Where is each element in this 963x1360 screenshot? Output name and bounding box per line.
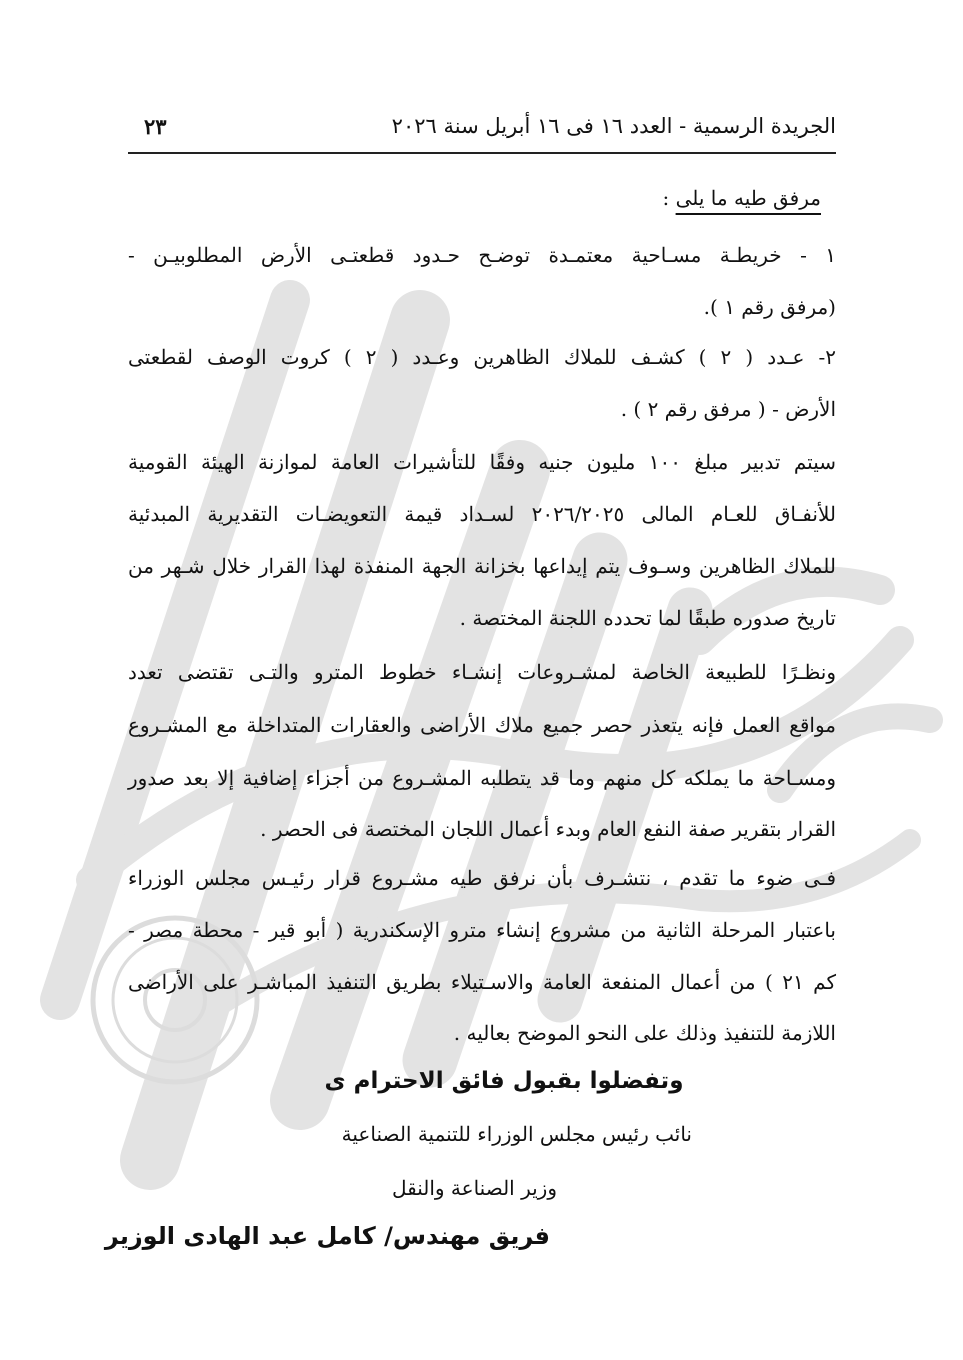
watermark-stroke [60, 300, 290, 1000]
signatory-title-line-2: وزير الصناعة والنقل [391, 1176, 557, 1200]
page-header [128, 108, 836, 154]
paragraph-line: ونظـرًا للطبيعة الخاصة لمشـروعات إنشـاء خطوط المترو والتـى تقتضى تعدد [128, 660, 836, 684]
attachment-item-1-line-2: (مرفق رقم ١ ). [703, 295, 836, 319]
closing-salutation-text: وتفضلوا بقبول فائق الاحترام [345, 1068, 684, 1094]
gazette-header-title: الجريدة الرسمية - العدد ١٦ فى ١٦ أبريل سنة ٢٠٢٦ [391, 114, 836, 138]
paragraph-line: للملاك الظاهرين وسـوف يتم إيداعها بخزانة الجهة المنفذة لهذا القرار خلال شـهر من [128, 554, 836, 578]
closing-mark: ى [324, 1068, 346, 1094]
closing-salutation [300, 1068, 708, 1094]
paragraph-line: فـى ضوء ما تقدم ، نتشـرف بأن نرفق طيه مشـروع قرار رئيـس مجلس الوزراء [128, 866, 837, 890]
attachment-item-2-line-1: ٢- عـدد ( ٢ ) كشـف للملاك الظاهرين وعـدد ( ٢ ) كروت الوصف لقطعتى [128, 345, 836, 369]
paragraph-line: اللازمة للتنفيذ وذلك على النحو الموضح بعاليه . [453, 1021, 836, 1045]
paragraph-line: سيتم تدبير مبلغ ١٠٠ مليون جنيه وفقًا للتأشيرات العامة لموازنة الهيئة القومية [128, 450, 836, 474]
attachment-item-1-line-1: ١ - خريطـة مسـاحية معتمـدة توضـح حـدود قطعتـى الأرض المطلوبيـن - [128, 243, 836, 267]
page-number: ٢٣ [144, 114, 167, 139]
attachment-item-2-line-2: الأرض - ( مرفق رقم ٢ ) . [620, 397, 836, 421]
signatory-name: فريق مهندس/ كامل عبد الهادى الوزير [104, 1222, 550, 1250]
paragraph-line: مواقع العمل فإنه يتعذر حصر جميع ملاك الأراضى والعقارات المتداخلة مع المشـروع [128, 713, 836, 737]
paragraph-line: للأنفـاق للعـام المالى ٢٠٢٦/٢٠٢٥ لسـداد قيمة التعويضـات التقديرية المبدئية [128, 502, 837, 526]
attachments-heading-colon: : [662, 186, 676, 210]
paragraph-line: تاريخ صدوره طبقًا لما تحدده اللجنة المختصة . [459, 606, 836, 630]
paragraph-line: ومسـاحة ما يملكه كل منهم وما قد يتطلبه المشـروع من أجزاء إضافية إلا بعد صدور [128, 766, 836, 790]
signatory-title-line-1: نائب رئيس مجلس الوزراء للتنمية الصناعية [341, 1122, 692, 1146]
paragraph-line: القرار بتقرير صفة النفع العام وبدء أعمال اللجان المختصة فى الحصر . [260, 817, 836, 841]
attachments-heading-text: مرفق طيه ما يلى [675, 186, 821, 210]
attachments-heading [662, 186, 821, 210]
watermark-stroke [150, 320, 420, 1160]
paragraph-line: باعتبار المرحلة الثانية من مشروع إنشاء مترو الإسكندرية ( أبو قير - محطة مصر - [128, 918, 836, 942]
paragraph-line: كم ٢١ ) من أعمال المنفعة العامة والاسـتيلاء بطريق التنفيذ المباشـر على الأراضى [128, 970, 836, 994]
